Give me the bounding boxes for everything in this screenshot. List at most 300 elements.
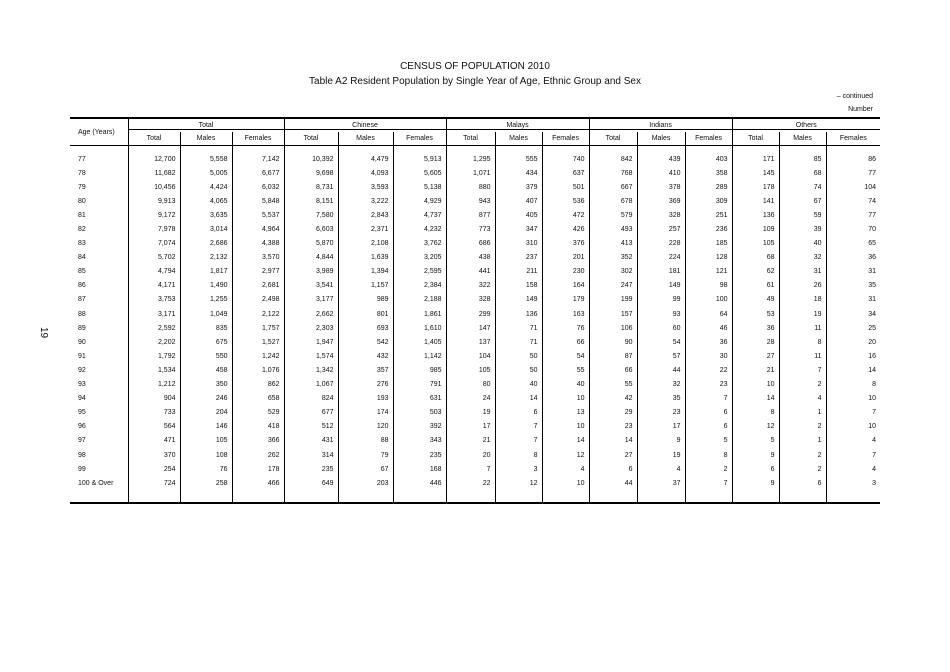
value-cell: 23 bbox=[637, 406, 685, 420]
age-cell: 93 bbox=[78, 381, 86, 389]
value-cell: 254 bbox=[128, 462, 180, 476]
value-cell: 36 bbox=[826, 251, 880, 265]
spacer-cell bbox=[779, 490, 826, 503]
subcolumn-header-females: Females bbox=[232, 132, 284, 146]
value-cell: 1,142 bbox=[393, 349, 446, 363]
value-cell: 88 bbox=[338, 434, 393, 448]
value-cell: 12 bbox=[542, 448, 589, 462]
table-row bbox=[70, 448, 880, 462]
value-cell: 10 bbox=[542, 392, 589, 406]
page-number: 19 bbox=[38, 326, 50, 339]
value-cell: 5 bbox=[732, 434, 779, 448]
value-cell: 54 bbox=[637, 335, 685, 349]
value-cell: 31 bbox=[826, 265, 880, 279]
value-cell: 4,232 bbox=[393, 222, 446, 236]
value-cell: 3,177 bbox=[284, 293, 338, 307]
table-row bbox=[70, 349, 880, 363]
value-cell: 10 bbox=[826, 392, 880, 406]
age-cell: 98 bbox=[78, 451, 86, 459]
value-cell: 21 bbox=[732, 363, 779, 377]
group-header-chinese bbox=[284, 118, 446, 132]
subcolumn-header-total: Total bbox=[128, 132, 180, 146]
value-cell: 164 bbox=[542, 279, 589, 293]
value-cell: 11,682 bbox=[128, 166, 180, 180]
subcolumn-header-females: Females bbox=[826, 132, 880, 146]
value-cell: 8 bbox=[826, 378, 880, 392]
value-cell: 3,570 bbox=[232, 251, 284, 265]
value-cell: 1,639 bbox=[338, 251, 393, 265]
value-cell: 426 bbox=[542, 222, 589, 236]
value-cell: 2,592 bbox=[128, 321, 180, 335]
spacer-cell bbox=[128, 490, 180, 503]
value-cell: 4,737 bbox=[393, 208, 446, 222]
value-cell: 235 bbox=[393, 448, 446, 462]
value-cell: 19 bbox=[446, 406, 495, 420]
spacer-cell bbox=[826, 490, 880, 503]
age-cell: 86 bbox=[78, 282, 86, 290]
spacer-cell bbox=[495, 490, 542, 503]
value-cell: 677 bbox=[284, 406, 338, 420]
value-cell: 3,762 bbox=[393, 237, 446, 251]
value-cell: 5,138 bbox=[393, 180, 446, 194]
value-cell: 174 bbox=[338, 406, 393, 420]
group-header-label: Others bbox=[733, 122, 881, 130]
value-cell: 555 bbox=[495, 152, 542, 166]
value-cell: 42 bbox=[589, 392, 637, 406]
age-cell: 79 bbox=[78, 183, 86, 191]
group-header-malays bbox=[446, 118, 589, 132]
subcolumn-header-females: Females bbox=[393, 132, 446, 146]
table-row bbox=[70, 180, 880, 194]
value-cell: 768 bbox=[589, 166, 637, 180]
value-cell: 10 bbox=[542, 476, 589, 490]
spacer-cell bbox=[542, 490, 589, 503]
value-cell: 471 bbox=[128, 434, 180, 448]
value-cell: 5,005 bbox=[180, 166, 232, 180]
value-cell: 11 bbox=[779, 321, 826, 335]
value-cell: 120 bbox=[338, 420, 393, 434]
value-cell: 105 bbox=[732, 237, 779, 251]
value-cell: 4,479 bbox=[338, 152, 393, 166]
value-cell: 7,074 bbox=[128, 237, 180, 251]
value-cell: 106 bbox=[589, 321, 637, 335]
value-cell: 3,222 bbox=[338, 194, 393, 208]
subcolumn-header-total: Total bbox=[732, 132, 779, 146]
value-cell: 370 bbox=[128, 448, 180, 462]
value-cell: 369 bbox=[637, 194, 685, 208]
value-cell: 446 bbox=[393, 476, 446, 490]
value-cell: 23 bbox=[589, 420, 637, 434]
value-cell: 458 bbox=[180, 363, 232, 377]
value-cell: 7,580 bbox=[284, 208, 338, 222]
value-cell: 7 bbox=[685, 476, 732, 490]
value-cell: 3,593 bbox=[338, 180, 393, 194]
value-cell: 1,405 bbox=[393, 335, 446, 349]
value-cell: 8 bbox=[685, 448, 732, 462]
value-cell: 276 bbox=[338, 378, 393, 392]
spacer-cell bbox=[685, 490, 732, 503]
age-cell: 100 & Over bbox=[78, 479, 114, 487]
value-cell: 171 bbox=[732, 152, 779, 166]
value-cell: 247 bbox=[589, 279, 637, 293]
table-row bbox=[70, 251, 880, 265]
value-cell: 1,861 bbox=[393, 307, 446, 321]
table-row bbox=[70, 166, 880, 180]
value-cell: 2,977 bbox=[232, 265, 284, 279]
value-cell: 2,132 bbox=[180, 251, 232, 265]
value-cell: 68 bbox=[732, 251, 779, 265]
value-cell: 168 bbox=[393, 462, 446, 476]
value-cell: 201 bbox=[542, 251, 589, 265]
value-cell: 109 bbox=[732, 222, 779, 236]
age-cell: 95 bbox=[78, 409, 86, 417]
value-cell: 64 bbox=[685, 307, 732, 321]
value-cell: 98 bbox=[685, 279, 732, 293]
value-cell: 310 bbox=[495, 237, 542, 251]
value-cell: 667 bbox=[589, 180, 637, 194]
group-header-label: Total bbox=[129, 122, 284, 130]
value-cell: 22 bbox=[685, 363, 732, 377]
value-cell: 39 bbox=[779, 222, 826, 236]
value-cell: 791 bbox=[393, 378, 446, 392]
value-cell: 178 bbox=[232, 462, 284, 476]
value-cell: 22 bbox=[446, 476, 495, 490]
value-cell: 432 bbox=[338, 349, 393, 363]
group-header-others bbox=[732, 118, 880, 132]
table-row bbox=[70, 208, 880, 222]
value-cell: 649 bbox=[284, 476, 338, 490]
age-cell: 85 bbox=[78, 268, 86, 276]
age-cell: 92 bbox=[78, 366, 86, 374]
value-cell: 2,202 bbox=[128, 335, 180, 349]
value-cell: 54 bbox=[542, 349, 589, 363]
value-cell: 60 bbox=[637, 321, 685, 335]
value-cell: 724 bbox=[128, 476, 180, 490]
value-cell: 50 bbox=[495, 363, 542, 377]
table-row bbox=[70, 222, 880, 236]
age-cell: 78 bbox=[78, 169, 86, 177]
spacer-cell bbox=[637, 490, 685, 503]
value-cell: 550 bbox=[180, 349, 232, 363]
value-cell: 147 bbox=[446, 321, 495, 335]
value-cell: 678 bbox=[589, 194, 637, 208]
value-cell: 4,388 bbox=[232, 237, 284, 251]
value-cell: 61 bbox=[732, 279, 779, 293]
value-cell: 85 bbox=[779, 152, 826, 166]
value-cell: 5,558 bbox=[180, 152, 232, 166]
value-cell: 439 bbox=[637, 152, 685, 166]
value-cell: 149 bbox=[637, 279, 685, 293]
value-cell: 8,151 bbox=[284, 194, 338, 208]
value-cell: 801 bbox=[338, 307, 393, 321]
value-cell: 7 bbox=[495, 434, 542, 448]
value-cell: 4,093 bbox=[338, 166, 393, 180]
value-cell: 10,456 bbox=[128, 180, 180, 194]
table-row bbox=[70, 321, 880, 335]
value-cell: 1,817 bbox=[180, 265, 232, 279]
value-cell: 2,303 bbox=[284, 321, 338, 335]
value-cell: 8,731 bbox=[284, 180, 338, 194]
age-cell: 84 bbox=[78, 254, 86, 262]
value-cell: 246 bbox=[180, 392, 232, 406]
value-cell: 46 bbox=[685, 321, 732, 335]
value-cell: 40 bbox=[779, 237, 826, 251]
spacer-cell bbox=[180, 490, 232, 503]
value-cell: 1,067 bbox=[284, 378, 338, 392]
value-cell: 251 bbox=[685, 208, 732, 222]
subcolumn-header-males: Males bbox=[338, 132, 393, 146]
value-cell: 410 bbox=[637, 166, 685, 180]
subcolumn-header-total: Total bbox=[589, 132, 637, 146]
value-cell: 4,964 bbox=[232, 222, 284, 236]
spacer-cell bbox=[589, 490, 637, 503]
spacer-cell bbox=[338, 490, 393, 503]
table-row bbox=[70, 392, 880, 406]
age-cell: 77 bbox=[78, 155, 86, 163]
value-cell: 4,065 bbox=[180, 194, 232, 208]
value-cell: 55 bbox=[589, 378, 637, 392]
value-cell: 4 bbox=[637, 462, 685, 476]
value-cell: 77 bbox=[826, 166, 880, 180]
value-cell: 32 bbox=[637, 378, 685, 392]
value-cell: 76 bbox=[180, 462, 232, 476]
value-cell: 71 bbox=[495, 335, 542, 349]
value-cell: 1,947 bbox=[284, 335, 338, 349]
value-cell: 19 bbox=[637, 448, 685, 462]
value-cell: 66 bbox=[589, 363, 637, 377]
value-cell: 90 bbox=[589, 335, 637, 349]
value-cell: 6 bbox=[495, 406, 542, 420]
value-cell: 5 bbox=[685, 434, 732, 448]
value-cell: 3 bbox=[495, 462, 542, 476]
value-cell: 224 bbox=[637, 251, 685, 265]
value-cell: 877 bbox=[446, 208, 495, 222]
table-row bbox=[70, 462, 880, 476]
table-row bbox=[70, 434, 880, 448]
value-cell: 136 bbox=[732, 208, 779, 222]
value-cell: 199 bbox=[589, 293, 637, 307]
value-cell: 36 bbox=[732, 321, 779, 335]
table-row bbox=[70, 265, 880, 279]
value-cell: 40 bbox=[542, 378, 589, 392]
value-cell: 23 bbox=[685, 378, 732, 392]
value-cell: 2,662 bbox=[284, 307, 338, 321]
value-cell: 99 bbox=[637, 293, 685, 307]
value-cell: 178 bbox=[732, 180, 779, 194]
value-cell: 163 bbox=[542, 307, 589, 321]
value-cell: 466 bbox=[232, 476, 284, 490]
value-cell: 4 bbox=[779, 392, 826, 406]
value-cell: 6 bbox=[779, 476, 826, 490]
spacer-cell bbox=[446, 490, 495, 503]
value-cell: 302 bbox=[589, 265, 637, 279]
value-cell: 7 bbox=[826, 448, 880, 462]
age-cell: 94 bbox=[78, 395, 86, 403]
value-cell: 2,681 bbox=[232, 279, 284, 293]
value-cell: 3 bbox=[826, 476, 880, 490]
age-cell: 82 bbox=[78, 226, 86, 234]
value-cell: 9 bbox=[732, 476, 779, 490]
table-title: Table A2 Resident Population by Single Year of Age, Ethnic Group and Sex bbox=[309, 76, 641, 87]
value-cell: 258 bbox=[180, 476, 232, 490]
unit-label: Number bbox=[848, 106, 873, 113]
value-cell: 36 bbox=[685, 335, 732, 349]
value-cell: 37 bbox=[637, 476, 685, 490]
age-column-header: Age (Years) bbox=[70, 118, 128, 146]
value-cell: 3,989 bbox=[284, 265, 338, 279]
subcolumn-header-total: Total bbox=[284, 132, 338, 146]
value-cell: 512 bbox=[284, 420, 338, 434]
table-row bbox=[70, 378, 880, 392]
group-header-label: Chinese bbox=[285, 122, 446, 130]
value-cell: 59 bbox=[779, 208, 826, 222]
value-cell: 309 bbox=[685, 194, 732, 208]
value-cell: 104 bbox=[446, 349, 495, 363]
value-cell: 328 bbox=[446, 293, 495, 307]
value-cell: 835 bbox=[180, 321, 232, 335]
value-cell: 262 bbox=[232, 448, 284, 462]
spacer-cell bbox=[732, 490, 779, 503]
value-cell: 564 bbox=[128, 420, 180, 434]
value-cell: 2,595 bbox=[393, 265, 446, 279]
value-cell: 1,792 bbox=[128, 349, 180, 363]
value-cell: 1,342 bbox=[284, 363, 338, 377]
value-cell: 14 bbox=[826, 363, 880, 377]
value-cell: 17 bbox=[637, 420, 685, 434]
value-cell: 70 bbox=[826, 222, 880, 236]
value-cell: 9,172 bbox=[128, 208, 180, 222]
group-header-label: Malays bbox=[447, 122, 589, 130]
value-cell: 366 bbox=[232, 434, 284, 448]
value-cell: 322 bbox=[446, 279, 495, 293]
value-cell: 4,844 bbox=[284, 251, 338, 265]
value-cell: 2,188 bbox=[393, 293, 446, 307]
value-cell: 431 bbox=[284, 434, 338, 448]
value-cell: 236 bbox=[685, 222, 732, 236]
census-table bbox=[70, 117, 880, 504]
value-cell: 350 bbox=[180, 378, 232, 392]
group-header-indians bbox=[589, 118, 732, 132]
value-cell: 8 bbox=[732, 406, 779, 420]
value-cell: 185 bbox=[685, 237, 732, 251]
value-cell: 7 bbox=[826, 406, 880, 420]
value-cell: 14 bbox=[542, 434, 589, 448]
value-cell: 4,424 bbox=[180, 180, 232, 194]
value-cell: 403 bbox=[685, 152, 732, 166]
value-cell: 14 bbox=[495, 392, 542, 406]
value-cell: 32 bbox=[779, 251, 826, 265]
value-cell: 2,686 bbox=[180, 237, 232, 251]
value-cell: 4,929 bbox=[393, 194, 446, 208]
value-cell: 378 bbox=[637, 180, 685, 194]
value-cell: 19 bbox=[779, 307, 826, 321]
value-cell: 27 bbox=[589, 448, 637, 462]
value-cell: 441 bbox=[446, 265, 495, 279]
value-cell: 93 bbox=[637, 307, 685, 321]
value-cell: 5,702 bbox=[128, 251, 180, 265]
value-cell: 71 bbox=[495, 321, 542, 335]
value-cell: 405 bbox=[495, 208, 542, 222]
value-cell: 79 bbox=[338, 448, 393, 462]
value-cell: 7 bbox=[779, 363, 826, 377]
value-cell: 6,603 bbox=[284, 222, 338, 236]
value-cell: 2 bbox=[685, 462, 732, 476]
value-cell: 5,537 bbox=[232, 208, 284, 222]
value-cell: 1,534 bbox=[128, 363, 180, 377]
age-cell: 90 bbox=[78, 338, 86, 346]
value-cell: 5,848 bbox=[232, 194, 284, 208]
value-cell: 141 bbox=[732, 194, 779, 208]
value-cell: 30 bbox=[685, 349, 732, 363]
value-cell: 13 bbox=[542, 406, 589, 420]
value-cell: 128 bbox=[685, 251, 732, 265]
value-cell: 136 bbox=[495, 307, 542, 321]
age-cell: 83 bbox=[78, 240, 86, 248]
value-cell: 1,255 bbox=[180, 293, 232, 307]
table-row bbox=[70, 335, 880, 349]
value-cell: 358 bbox=[685, 166, 732, 180]
value-cell: 675 bbox=[180, 335, 232, 349]
value-cell: 62 bbox=[732, 265, 779, 279]
group-header-total bbox=[128, 118, 284, 132]
value-cell: 1,076 bbox=[232, 363, 284, 377]
value-cell: 105 bbox=[180, 434, 232, 448]
spacer-cell bbox=[284, 490, 338, 503]
value-cell: 472 bbox=[542, 208, 589, 222]
value-cell: 434 bbox=[495, 166, 542, 180]
value-cell: 29 bbox=[589, 406, 637, 420]
age-cell: 97 bbox=[78, 437, 86, 445]
value-cell: 27 bbox=[732, 349, 779, 363]
value-cell: 529 bbox=[232, 406, 284, 420]
value-cell: 693 bbox=[338, 321, 393, 335]
value-cell: 10 bbox=[542, 420, 589, 434]
value-cell: 67 bbox=[338, 462, 393, 476]
value-cell: 146 bbox=[180, 420, 232, 434]
value-cell: 193 bbox=[338, 392, 393, 406]
value-cell: 1 bbox=[779, 434, 826, 448]
value-cell: 14 bbox=[732, 392, 779, 406]
subcolumn-header-males: Males bbox=[495, 132, 542, 146]
value-cell: 357 bbox=[338, 363, 393, 377]
value-cell: 28 bbox=[732, 335, 779, 349]
value-cell: 74 bbox=[826, 194, 880, 208]
value-cell: 1,757 bbox=[232, 321, 284, 335]
subcolumn-header-total: Total bbox=[446, 132, 495, 146]
value-cell: 49 bbox=[732, 293, 779, 307]
value-cell: 44 bbox=[637, 363, 685, 377]
value-cell: 493 bbox=[589, 222, 637, 236]
value-cell: 7 bbox=[446, 462, 495, 476]
value-cell: 503 bbox=[393, 406, 446, 420]
value-cell: 3,014 bbox=[180, 222, 232, 236]
value-cell: 1,574 bbox=[284, 349, 338, 363]
value-cell: 5,605 bbox=[393, 166, 446, 180]
value-cell: 418 bbox=[232, 420, 284, 434]
value-cell: 80 bbox=[446, 378, 495, 392]
value-cell: 34 bbox=[826, 307, 880, 321]
value-cell: 57 bbox=[637, 349, 685, 363]
value-cell: 1,071 bbox=[446, 166, 495, 180]
value-cell: 11 bbox=[779, 349, 826, 363]
value-cell: 842 bbox=[589, 152, 637, 166]
value-cell: 157 bbox=[589, 307, 637, 321]
value-cell: 8 bbox=[495, 448, 542, 462]
value-cell: 67 bbox=[779, 194, 826, 208]
value-cell: 12 bbox=[495, 476, 542, 490]
spacer-cell bbox=[393, 490, 446, 503]
value-cell: 1,295 bbox=[446, 152, 495, 166]
